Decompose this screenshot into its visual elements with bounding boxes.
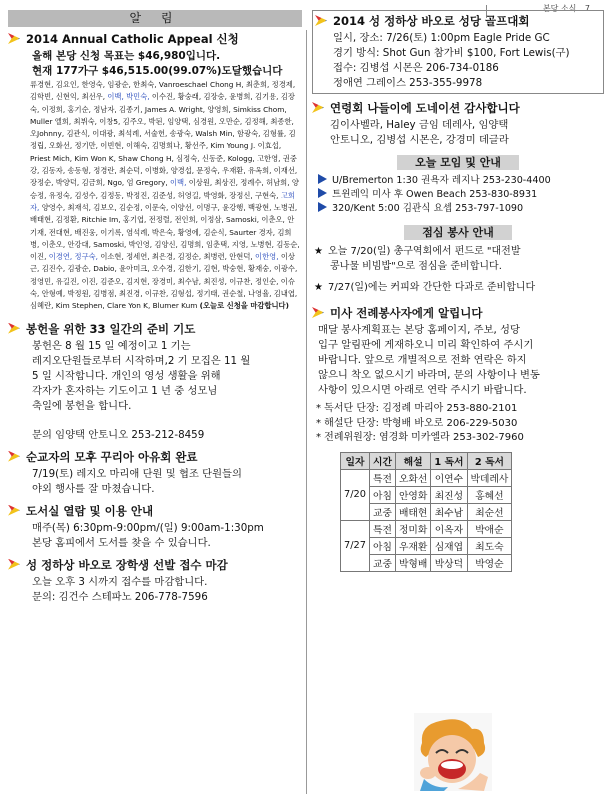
prayer-line: 봉헌은 8 월 15 일 예정이고 1 기는 [32,339,191,352]
schedule-body [341,469,512,571]
appeal-title: 2014 Annual Catholic Appeal 신청 [26,32,239,46]
prayer-line: 레지오단원들로부터 시작하며,2 기 모집은 11 월 [32,354,251,367]
liturgy-contact: * 독서단 단장: 김정례 마리아 253-880-2101 [316,403,518,414]
golf-heading [315,13,601,29]
prayer-heading [8,321,302,337]
liturgy-heading [312,305,604,321]
prayer-line: 각자가 혼자하는 기도이고 1 년 중 성모님 [32,384,218,397]
liturgy-line: 입구 알림판에 게재하오니 미리 확인하여 주시기 [318,339,534,351]
liturgy-line: 사항이 있으시면 아래로 연락 주시기 바랍니다. [318,384,527,396]
scholarship-heading [8,557,302,573]
library-heading [8,503,302,519]
table-cell: 특전 [370,520,396,537]
appeal-heading [8,31,302,47]
table-cell: 교중 [370,554,396,571]
outing-body [32,467,302,497]
prayer-title: 봉헌을 위한 33 일간의 준비 기도 [26,321,196,336]
table-cell: 교중 [370,503,396,520]
table-cell: 최순선 [467,503,512,520]
arrow-icon [318,174,327,184]
date-cell: 7/20 [341,469,370,520]
bullet-icon [8,559,20,570]
meetings-title: 오늘 모임 및 안내 [397,155,519,170]
star-icon: ★ [314,282,323,293]
table-cell: 최도숙 [467,537,512,554]
golf-line: 접수: 김병섭 시몬은 206-734-0186 [333,62,499,74]
table-cell: 홍혜선 [467,486,512,503]
scholarship-line: 오늘 오후 3 시까지 접수를 마감합니다. [32,575,208,588]
meeting-text: U/Bremerton 1:30 권욕자 레지나 253-230-4400 [332,175,551,186]
golf-body [333,31,601,91]
meeting-text: 트윈레익 미사 후 Owen Beach 253-830-8931 [332,189,538,200]
notice-banner: 알 림 [8,10,302,27]
prayer-line: 축일에 봉헌을 합니다. [32,399,132,412]
meeting-row [318,202,604,216]
liturgy-line: 바랍니다. 앞으로 개별적으로 전화 연락은 하지 [318,354,527,366]
outing-heading [8,449,302,465]
outing-title: 순교자의 모후 꾸리아 아유회 완료 [26,449,198,464]
page-number: 7 [584,4,590,13]
table-cell: 특전 [370,469,396,486]
meetings-list [312,174,604,216]
golf-title: 2014 성 정하상 바오로 성당 골프대회 [333,14,530,28]
library-title: 도서실 열람 및 이용 안내 [26,503,154,518]
lunch-item [314,244,604,274]
donor-name-run: 이백, [169,178,189,188]
table-header-cell: 해설 [395,452,430,469]
meetings-heading [312,154,604,170]
donor-name-run: 이경연, 정구숙, [48,252,101,262]
scholarship-title: 성 정하상 바오로 장학생 선발 접수 마감 [26,557,228,572]
table-row [341,469,512,486]
star-icon: ★ [314,246,323,257]
column-divider [306,30,307,794]
liturgy-title: 미사 전례봉사자에게 알립니다 [330,306,483,320]
golf-box [312,10,604,94]
bullet-icon [312,102,324,113]
donor-names [30,79,300,313]
donor-name-run: 정경제, 김학빈, 신현익, 최선우, [30,80,296,102]
golf-line: 경기 방식: Shot Gun 참가비 $100, Fort Lewis(구) [333,47,570,59]
lunch-title: 점심 봉사 안내 [404,225,511,240]
donor-name-run: 이한영, [255,252,281,262]
donor-name-run: 이상원, 최상진, 정례수, 허남희, 양승정, 유정숙, 김성수, 김정동, 박정진, 김준성, 허영길, 박영화, 장정신, 구현숙, [30,178,299,200]
table-header-cell: 일자 [341,452,370,469]
lunch-text-cont: 콩나물 비빔밥"으로 점심을 준비합니다. [330,261,502,272]
table-cell: 이연수 [431,469,467,486]
table-cell: 아침 [370,537,396,554]
prayer-body [32,339,302,414]
bullet-icon [312,307,324,318]
liturgy-contact: * 해설단 단장: 박형배 바오로 206-229-5030 [316,417,518,429]
lunch-list [312,244,604,295]
golf-line: 정애연 그레이스 253-355-9978 [333,77,483,89]
table-cell: 아침 [370,486,396,503]
bullet-icon [8,323,20,334]
right-column [312,10,604,572]
prayer-contact: 문의 임양택 안토니오 253-212-8459 [32,428,205,441]
bullet-icon [315,15,327,26]
liturgy-contact: * 전례위원장: 염경화 미카엘라 253-302-7960 [316,432,524,443]
left-column [8,10,302,605]
appeal-goal: 올해 본당 신청 목표는 $46,980입니다. [32,50,221,62]
table-cell: 박데레사 [467,469,512,486]
donor-name-run: 양영수, 최재석, 김보오, 김순정, 이문숙, 이양선, 이명구, 윤강행, 백광현, 노병권, 배태현, 김정환, Ritchie Im, 홍기엽, 전정렬, 전인희, 이정삼, Samoski, 이춘오, 안기재, 전대현, 배진웅, 이기록, 염석례, 박은숙, 황영에, 김순식, Saurter 경자, 김희병, 이춘오, 안강대, Samoski, 박인영, 김양신, 김명희, 임춘택, 지영, 노병현, 김동순, 이진, [30,202,300,262]
donor-name-run: (오늘로 신청을 마감합니다) [199,301,289,311]
table-cell: 안영화 [395,486,430,503]
table-cell: 우재환 [395,537,430,554]
schedule-table [340,452,512,572]
donor-name-run: 고희자, [30,190,295,212]
scholarship-body [32,575,302,605]
donation-line: 김이사벨라, Haley 금임 데레사, 임양택 [330,119,509,131]
liturgy-line: 않으니 착오 없으시기 바라며, 문의 사항이나 변동 [318,369,540,381]
section-label: 본당 소식 [542,4,577,13]
liturgy-body [318,323,604,398]
table-cell: 박형배 [395,554,430,571]
meeting-row [318,188,604,202]
donation-heading [312,100,604,116]
lunch-item [314,280,604,295]
donor-name-run: 이백, 박민숙, [107,92,152,102]
golf-line: 일시, 장소: 7/26(토) 1:00pm Eagle Pride GC [333,32,550,44]
table-cell: 이옥자 [431,520,467,537]
donor-name-run: 이소현, 정세연, 최은경, 김정순, 최병련, 안현덕, [100,252,256,262]
table-row [341,520,512,537]
liturgy-line: 매달 봉사계획표는 본당 홈페이지, 주보, 성당 [318,324,520,336]
table-cell: 정미화 [395,520,430,537]
library-line: 본당 홈피에서 도서를 찾을 수 있습니다. [32,536,211,549]
prayer-line: 5 일 시작합니다. 개인의 영성 생활을 위해 [32,369,221,382]
donation-body [330,118,604,148]
donor-name-run: 이수진, 황숭래, 김장숭, 윤병희, 김기용, 김장숙, 이정희, 홍기순, 정남자, 김종기, James A. Wright, 양영희, Simkiss Chom, Muller 엘희, 최뷔숙, 이창5, 김주오, 박된, 임양택, 심경원, 오만순, 김정해, 최종한, 오Johnny, 김관식, 이대광, 최석례, 서술헌, 송광숙, Walsh Min, 함광숙, 김형률, 김정립, 오화선, 정기만, 이빈현, 이해숙, 김명희나, 황선주, Kim Young J. 이효섭, Priest Mich, Kim Won K, Shaw Chong H, 심정숙, 신동준, Kologg, 고한영, 권중강, 김동자, 송동형, 정경란, 최순덕, 이병화, 양경섭, 문정숙, 우재환, 유옥희, 이재선, 장정순, 박양덕, 김금희, Ngo, 엄 Gregory, [30,92,298,188]
schedule-header-row [341,452,512,469]
liturgy-contacts [312,402,604,446]
lunch-text: 7/27(일)에는 커피와 간단한 다과로 준비합니다 [328,282,536,293]
appeal-progress: 현재 177가구 $46,515.00(99.07%)도달했습니다 [32,65,283,77]
outing-line: 야외 행사를 잘 마쳤습니다. [32,482,155,495]
library-body [32,521,302,551]
meeting-row [318,174,604,188]
scholarship-line: 문의: 김건수 스테파노 206-778-7596 [32,590,208,603]
date-cell: 7/27 [341,520,370,571]
bullet-icon [8,505,20,516]
outing-line: 7/19(토) 레지오 마리애 단원 및 협조 단원들의 [32,467,242,480]
donation-line: 안토니오, 김병섭 시몬은, 강경미 데글라 [330,134,509,146]
donor-name-run: 이상근, 김진수, 김광순, Dabio, 윤아미크, 오수경, 김한기, 김현, 박숭현, 황재숭, 이광수, 정영민, 유길진, 이진, 김준오, 김지현, 장경미, 최수남, 최진성, 이규찬, 정인순, 이슈숙, 안형예, 박정원, 김병점, 최진경, 이규찬, 김형섭, 정기태, 권순철, 나영율, 김내엽, 심혜란, Kim Stephen, Clare Yon K, Blumer Kum [30,252,298,311]
table-header-cell: 1 독서 [431,452,467,469]
lunch-heading [312,224,604,240]
lunch-text: 오늘 7/20(일) 총구역회에서 펀드로 "대전발 [328,246,521,257]
table-header-cell: 2 독서 [467,452,512,469]
cartoon-face-illustration [414,713,492,791]
table-cell: 박영순 [467,554,512,571]
table-cell: 박상덕 [431,554,467,571]
library-line: 매주(목) 6:30pm-9:00pm/(일) 9:00am-1:30pm [32,521,264,534]
table-header-cell: 시간 [370,452,396,469]
arrow-icon [318,202,327,212]
meeting-text: 320/Kent 5:00 김관식 요셉 253-797-1090 [332,203,524,214]
table-cell: 최진성 [431,486,467,503]
donation-title: 연령회 나들이에 도네이션 감사합니다 [330,101,520,115]
bullet-icon [8,33,20,44]
bullet-icon [8,451,20,462]
table-cell: 박애순 [467,520,512,537]
donor-name-run: 류경현, 김요인, 한영숙, 임광순, 한최숙, Vanroeschael Chong H, 최춘희, [30,80,272,89]
table-cell: 심재엽 [431,537,467,554]
table-cell: 배태현 [395,503,430,520]
arrow-icon [318,188,327,198]
table-cell: 오화선 [395,469,430,486]
table-cell: 최수남 [431,503,467,520]
